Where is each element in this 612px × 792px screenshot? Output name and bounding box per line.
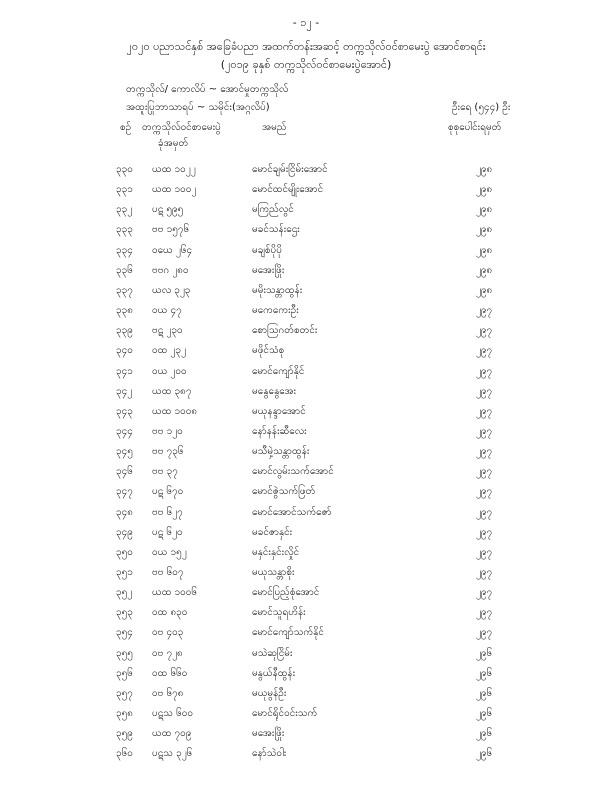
student-name: မသဲဆုငြိမ်း [252, 647, 293, 659]
column-header-name: အမည် [262, 122, 287, 133]
exam-seat-number: ဗဋ ၂၃၀ [152, 325, 183, 337]
page-number: - ၁၂ - [292, 16, 320, 29]
row-number: ၃၅၉ [116, 728, 133, 740]
total-score: ၂၉၇ [476, 365, 493, 377]
table-row [0, 726, 612, 746]
table-row [0, 243, 612, 263]
row-number: ၃၃၀ [116, 164, 133, 175]
exam-seat-number: ဗဗ ၇၃၆ [152, 446, 184, 458]
total-score: ၂၉၇ [476, 627, 493, 639]
row-number: ၃၅၇ [116, 687, 133, 699]
total-score: ၂၉၈ [476, 224, 493, 236]
table-row [0, 666, 612, 686]
table-row [0, 424, 612, 444]
student-name: မသီမှဲ့သန္တာထွန်း [252, 446, 310, 458]
student-name: မနွေနွေအေး [252, 385, 297, 397]
column-header-no: စဉ် [120, 122, 132, 133]
total-score: ၂၉၆ [476, 667, 493, 679]
exam-seat-number: ဝယ ၁၅၂ [152, 546, 187, 558]
row-number: ၃၃၉ [116, 325, 133, 337]
student-name: နော်နန်းဆီလေး [252, 425, 307, 437]
total-score: ၂၉၈ [476, 284, 493, 296]
total-score: ၂၉၆ [476, 748, 493, 760]
row-number: ၃၃၂ [116, 204, 133, 216]
student-name: မောင်ကျော်သက်နိုင် [252, 627, 324, 639]
student-name: မောင်ကျော်နိုင် [252, 365, 305, 377]
total-score: ၂၉၇ [476, 607, 493, 619]
exam-seat-number: ဝထ ၂၃၂ [152, 345, 186, 357]
exam-seat-number: ယထ ၁၀၀၈ [152, 405, 198, 417]
row-number: ၃၄၉ [116, 526, 133, 538]
table-row [0, 525, 612, 545]
row-number: ၃၄၄ [116, 425, 133, 437]
student-name: မယုမွန်ဦး [252, 687, 287, 699]
total-score: ၂၉၇ [476, 526, 493, 538]
exam-seat-number: ယထ ၁၀၀၂ [152, 184, 197, 196]
total-score: ၂၉၆ [476, 728, 493, 740]
table-row [0, 283, 612, 303]
student-name: မောင်ပြည့်စုံအောင် [252, 587, 320, 599]
table-row [0, 444, 612, 464]
column-header-score: စုစုပေါင်းရမှတ် [448, 122, 502, 133]
total-score: ၂၉၆ [476, 647, 493, 659]
exam-seat-number: ဗဗ ၁၂၀ [152, 425, 183, 437]
total-score: ၂၉၇ [476, 305, 493, 317]
exam-seat-number: ဗဗ ၆၂၇ [152, 506, 183, 518]
student-name: မောင်ထင်မျိုးအောင် [252, 184, 324, 196]
total-score: ၂၉၇ [476, 567, 493, 578]
table-row [0, 343, 612, 363]
document-subtitle: (၂၀၁၉ ခုနှစ် တက္ကသိုလ်ဝင်စာမေးပွဲအောင်) [220, 58, 392, 71]
table-row [0, 686, 612, 706]
exam-seat-number: ယထ ၁၀၂၂ [152, 164, 196, 175]
exam-seat-number: ဗဗ ၃၇ [152, 466, 178, 478]
table-row [0, 202, 612, 222]
document-title: ၂၀၂၀ ပညာသင်နှစ် အခြေခံပညာ အထက်တန်းအဆင့် တက္ကသိုလ်ဝင်စာမေးပွဲ အောင်စာရင်း [126, 40, 486, 53]
row-number: ၃၄၈ [116, 506, 133, 518]
exam-seat-number: ဝဗ ၇၂၈ [152, 647, 183, 659]
student-name: မအေးဖြိုး [252, 728, 285, 740]
table-row [0, 646, 612, 666]
student-name: နော်သဲဝါး [252, 748, 287, 760]
student-name: မအေးဖြိုး [252, 264, 285, 276]
table-row [0, 323, 612, 343]
student-name: မောင်သူရဟိန်း [252, 607, 306, 619]
column-header-id-sub: ခုံအမှတ် [158, 138, 189, 149]
column-header-id: တက္ကသိုလ်ဝင်စာမေးပွဲ [142, 122, 221, 133]
row-number: ၃၃၆ [116, 264, 133, 276]
total-score: ၂၉၆ [476, 708, 493, 720]
exam-seat-number: ဝယ ၂၀၀ [152, 365, 187, 377]
table-row [0, 746, 612, 766]
student-name: မချစ်ပိုပို [252, 244, 282, 256]
student-name: မောင်လွမ်းသက်အောင် [252, 466, 334, 478]
total-score: ၂၉၇ [476, 546, 493, 558]
table-row [0, 384, 612, 404]
exam-seat-number: ဝထ ၆၆၀ [152, 667, 188, 679]
table-row [0, 464, 612, 484]
row-number: ၃၄၂ [116, 385, 133, 397]
exam-seat-number: ဝထ ၈၃၀ [152, 607, 188, 619]
student-name: မယုသန္တာစိုး [252, 567, 295, 578]
table-row [0, 182, 612, 202]
total-score: ၂၉၆ [476, 687, 493, 699]
exam-seat-number: ယထ ၁၀၀၆ [152, 587, 198, 599]
total-score: ၂၉၈ [476, 164, 493, 175]
row-number: ၃၆၀ [116, 748, 133, 760]
total-score: ၂၉၇ [476, 425, 493, 437]
row-number: ၃၄၇ [116, 486, 133, 498]
total-score: ၂၉၈ [476, 184, 493, 196]
exam-seat-number: ဝဗ ၄၀၃ [152, 627, 184, 639]
student-name: စောသြဂတ်စတင်း [252, 325, 318, 337]
row-number: ၃၃၃ [116, 224, 133, 236]
exam-seat-number: ယလ ၃၂၃ [152, 284, 191, 296]
total-score: ၂၉၇ [476, 325, 493, 337]
row-number: ၃၅၁ [116, 567, 133, 578]
table-row [0, 625, 612, 645]
row-number: ၃၅၃ [116, 607, 133, 619]
row-number: ၃၅၅ [116, 647, 133, 659]
table-row [0, 565, 612, 585]
university-line: တက္ကသိုလ်/ ကောလိပ် ~ အောင်မှုတက္ကသိုလ် [126, 84, 289, 95]
student-name: မကြည်လွင် [252, 204, 294, 216]
total-score: ၂၉၇ [476, 486, 493, 498]
table-row [0, 162, 612, 182]
table-row [0, 404, 612, 424]
student-name: မဖိုင်သံစု [252, 345, 285, 357]
row-number: ၃၅၆ [116, 667, 133, 679]
row-number: ၃၅၈ [116, 708, 133, 720]
row-number: ၃၄၆ [116, 466, 133, 478]
table-row [0, 605, 612, 625]
exam-seat-number: ပဋ ၅၉၅ [152, 204, 184, 216]
total-score: ၂၉၇ [476, 466, 493, 478]
row-number: ၃၄၁ [116, 365, 133, 377]
exam-seat-number: ဝယ ၄၇ [152, 305, 182, 317]
exam-seat-number: ဗဗဂ ၂၈၀ [152, 264, 189, 276]
total-score: ၂၉၇ [476, 405, 493, 417]
student-name: မောင်ဇွဲသက်ဖြတ် [252, 486, 316, 498]
exam-seat-number: ဗဗ ၆၀၇ [152, 567, 184, 578]
total-score: ၂၉၇ [476, 385, 493, 397]
student-name: မကေကေးဦး [252, 305, 299, 317]
exam-seat-number: ပဋ ၆၇၀ [152, 486, 184, 498]
student-name: မနွယ်နီထွန်း [252, 667, 296, 679]
exam-seat-number: ပဋသ ၃၂၆ [152, 748, 193, 760]
total-score: ၂၉၈ [476, 204, 493, 216]
row-number: ၃၃၈ [116, 305, 133, 317]
exam-seat-number: ယထ ၇၀၉ [152, 728, 192, 740]
total-score: ၂၉၇ [476, 587, 493, 599]
student-name: မောင်အောင်သက်ဇော် [252, 506, 332, 518]
exam-seat-number: ယထ ၃၈၇ [152, 385, 192, 397]
student-name: မနှင်းနှင်းလှိုင် [252, 546, 300, 558]
total-score: ၂၉၇ [476, 506, 493, 518]
exam-seat-number: ဗဗ ၁၅၇၆ [152, 224, 190, 236]
student-name: မယုနန္ဒာအောင် [252, 405, 306, 417]
student-name: မမိုးသန္တာထွန်း [252, 284, 303, 296]
student-name: မခင်သန်းဌေး [252, 224, 300, 236]
exam-seat-number: ပဋ ၆၂၀ [152, 526, 183, 538]
table-row [0, 263, 612, 283]
exam-seat-number: ပဋသ ၆၀၀ [152, 708, 193, 720]
exam-seat-number: ဝယေ ၂၆၄ [152, 244, 193, 256]
row-number: ၃၄၀ [116, 345, 133, 357]
table-row [0, 545, 612, 565]
table-row [0, 303, 612, 323]
exam-seat-number: ဝဗ ၆၇၈ [152, 687, 184, 699]
total-score: ၂၉၇ [476, 446, 493, 458]
table-row [0, 484, 612, 504]
student-name: မခင်ဇာနှင်း [252, 526, 293, 538]
total-score: ၂၉၈ [476, 244, 493, 256]
row-number: ၃၅၀ [116, 546, 133, 558]
table-row [0, 222, 612, 242]
row-number: ၃၅၂ [116, 587, 133, 599]
total-score: ၂၉၈ [476, 264, 493, 276]
row-number: ၃၃၁ [116, 184, 133, 196]
student-name: မောင်ရိုင်ဝင်းသက် [252, 708, 318, 720]
student-name: မောင်ချမ်းငြိမ်းအောင် [252, 164, 328, 175]
table-row [0, 706, 612, 726]
row-number: ၃၃၄ [116, 244, 133, 256]
total-count: ဦးရေ (၅၄၄) ဦး [452, 102, 511, 113]
row-number: ၃၄၃ [116, 405, 133, 417]
total-score: ၂၉၇ [476, 345, 493, 357]
table-row [0, 505, 612, 525]
table-row [0, 585, 612, 605]
table-row [0, 364, 612, 384]
subject-line: အထူးပြုဘာသာရပ် ~ သမိုင်း(အဂ္ဂလိပ်) [126, 102, 270, 113]
row-number: ၃၃၇ [116, 284, 133, 296]
row-number: ၃၄၅ [116, 446, 133, 458]
row-number: ၃၅၄ [116, 627, 133, 639]
